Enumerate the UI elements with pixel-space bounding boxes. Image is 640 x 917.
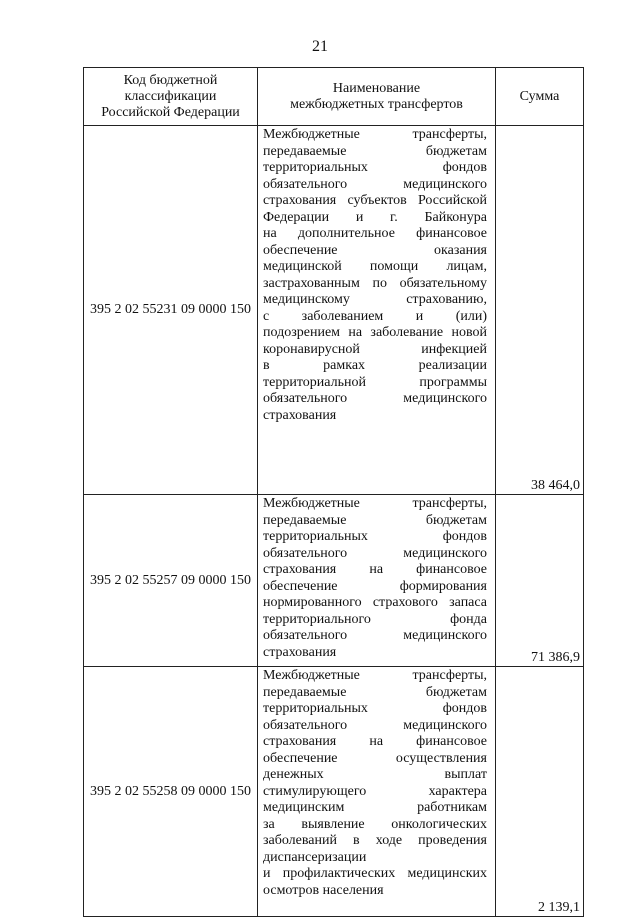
description-line: обеспечение оказания (263, 242, 487, 258)
header-name-line: межбюджетных трансфертов (290, 96, 463, 112)
transfer-description (258, 667, 496, 917)
description-line: страхования на финансовое (263, 734, 487, 749)
budget-code: 395 2 02 55257 09 0000 150 (84, 495, 258, 667)
description-line: обязательного медицинского (263, 545, 487, 561)
description-line: обязательного медицинского (263, 391, 487, 406)
header-code-line: Код бюджетной (123, 72, 218, 88)
header-code (84, 68, 258, 126)
description-line: страхования (263, 644, 337, 660)
description-line: территориальных фондов (263, 701, 487, 716)
header-code-line: Российской Федерации (101, 104, 240, 120)
description-line: Межбюджетные трансферты, (263, 496, 487, 511)
description-line: страхования субъектов Российской (263, 193, 487, 208)
table-header-row (84, 68, 584, 126)
description-line: передаваемые бюджетам (263, 684, 487, 700)
description-line: Межбюджетные трансферты, (263, 668, 487, 683)
description-line: Межбюджетные трансферты, (263, 127, 487, 142)
description-line: медицинской помощи лицам, (263, 259, 487, 274)
description-line: страхования на финансовое (263, 562, 487, 577)
description-line: территориальной программы (263, 374, 487, 390)
description-line: обязательного медицинского (263, 717, 487, 733)
description-line: диспансеризации (263, 849, 367, 865)
budget-code: 395 2 02 55231 09 0000 150 (84, 126, 258, 495)
header-name (258, 68, 496, 126)
budget-code: 395 2 02 55258 09 0000 150 (84, 667, 258, 917)
table-body (84, 126, 584, 917)
description-line: Федерации и г. Байконура (263, 209, 487, 225)
description-line: передаваемые бюджетам (263, 143, 487, 159)
budget-table (83, 67, 584, 917)
description-line: обеспечение осуществления (263, 750, 487, 766)
description-line: медицинскому страхованию, (263, 292, 487, 307)
header-sum: Сумма (496, 68, 584, 126)
description-line: денежных выплат (263, 767, 487, 782)
description-line: за выявление онкологических (263, 816, 487, 832)
description-line: застрахованным по обязательному (263, 275, 487, 291)
description-line: на дополнительное финансовое (263, 226, 487, 241)
description-line: осмотров населения (263, 882, 384, 898)
description-line: обязательного медицинского (263, 176, 487, 192)
description-line: и профилактических медицинских (263, 866, 487, 881)
description-line: территориальных фондов (263, 529, 487, 544)
page-number: 21 (312, 38, 328, 55)
description-line: стимулирующего характера (263, 783, 487, 799)
header-code-line: классификации (124, 88, 217, 104)
transfer-description (258, 126, 496, 495)
transfer-amount: 2 139,1 (496, 667, 584, 917)
description-line: заболеваний в ходе проведения (263, 833, 487, 848)
description-line: медицинским работникам (263, 800, 487, 815)
description-line: передаваемые бюджетам (263, 512, 487, 528)
description-line: подозрением на заболевание новой (263, 325, 487, 340)
description-line: в рамках реализации (263, 358, 487, 373)
description-line: коронавирусной инфекцией (263, 341, 487, 357)
description-line: страхования (263, 407, 337, 423)
description-line: обязательного медицинского (263, 628, 487, 643)
description-line: нормированного страхового запаса (263, 595, 487, 610)
transfer-amount: 71 386,9 (496, 495, 584, 667)
header-name-line: Наименование (332, 80, 421, 96)
description-line: обеспечение формирования (263, 578, 487, 594)
table-row (84, 495, 584, 667)
transfer-description (258, 495, 496, 667)
table-row (84, 667, 584, 917)
description-line: территориального фонда (263, 611, 487, 627)
transfer-amount: 38 464,0 (496, 126, 584, 495)
table-row (84, 126, 584, 495)
description-line: территориальных фондов (263, 160, 487, 175)
description-line: с заболеванием и (или) (263, 308, 487, 324)
